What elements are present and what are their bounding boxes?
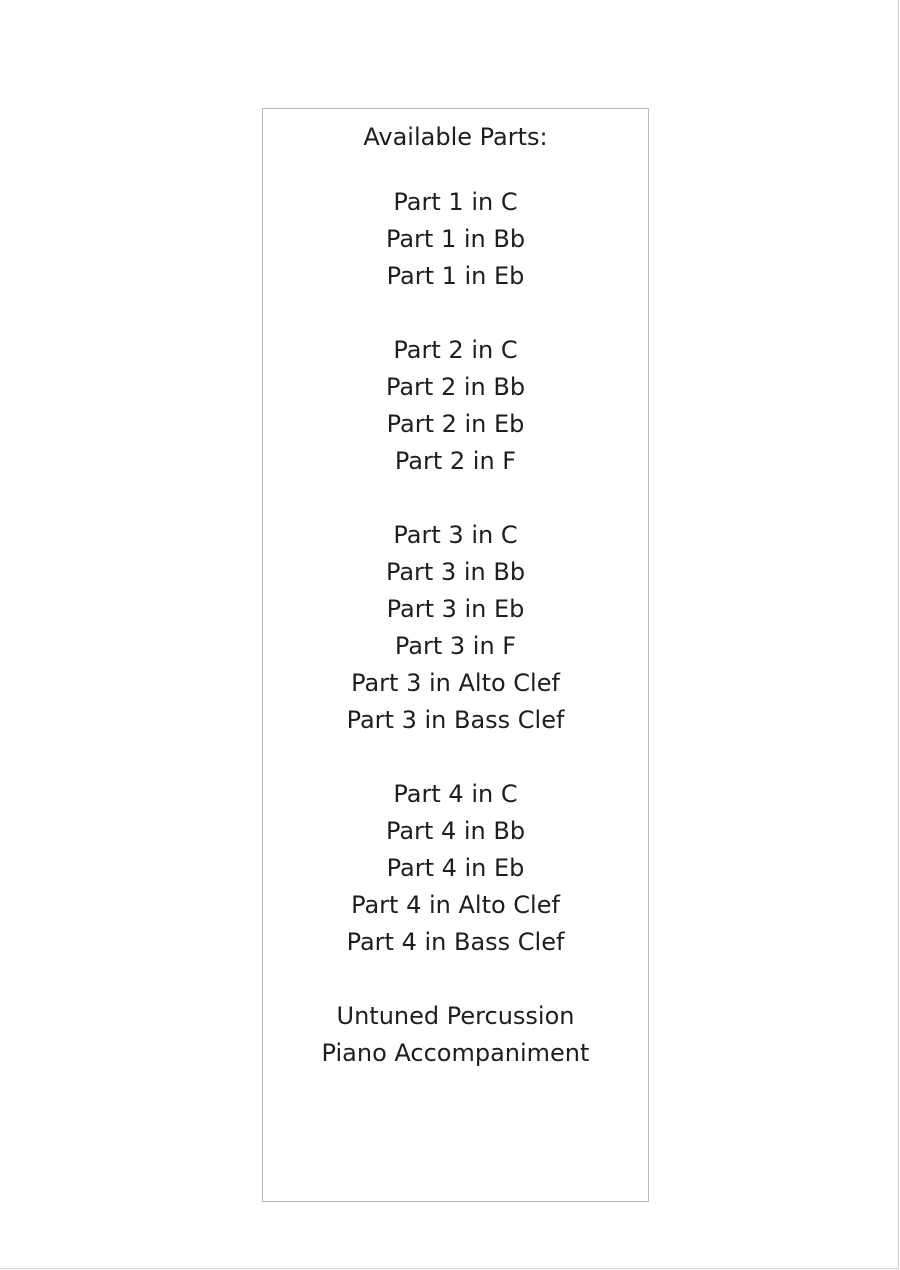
- part-group-2: [263, 332, 648, 480]
- part-item: Part 4 in Alto Clef: [351, 891, 560, 919]
- part-item: Part 3 in C: [393, 521, 518, 549]
- part-item: Part 1 in Eb: [386, 262, 525, 290]
- part-group-extra: [263, 998, 648, 1072]
- part-item: Part 1 in C: [393, 188, 518, 216]
- parts-list: [263, 184, 648, 1109]
- part-item: Part 2 in Eb: [386, 410, 525, 438]
- part-item: Part 4 in C: [393, 780, 518, 808]
- part-item: Part 4 in Eb: [386, 854, 525, 882]
- part-item: Part 3 in Bb: [385, 558, 526, 586]
- part-item: Part 4 in Bb: [385, 817, 526, 845]
- part-item: Part 3 in Alto Clef: [351, 669, 560, 697]
- part-group-4: [263, 776, 648, 961]
- part-item: Part 1 in Bb: [385, 225, 526, 253]
- part-item: Part 2 in C: [393, 336, 518, 364]
- part-item: Untuned Percussion: [336, 1002, 575, 1030]
- part-item: Part 4 in Bass Clef: [346, 928, 565, 956]
- part-item: Part 2 in F: [394, 447, 517, 475]
- part-item: Part 2 in Bb: [385, 373, 526, 401]
- part-group-1: [263, 184, 648, 295]
- part-item: Part 3 in F: [394, 632, 517, 660]
- available-parts-heading: Available Parts:: [363, 123, 548, 151]
- part-item: Part 3 in Eb: [386, 595, 525, 623]
- available-parts-box: [262, 108, 649, 1202]
- part-item: Piano Accompaniment: [321, 1039, 590, 1067]
- part-item: Part 3 in Bass Clef: [346, 706, 565, 734]
- part-group-3: [263, 517, 648, 739]
